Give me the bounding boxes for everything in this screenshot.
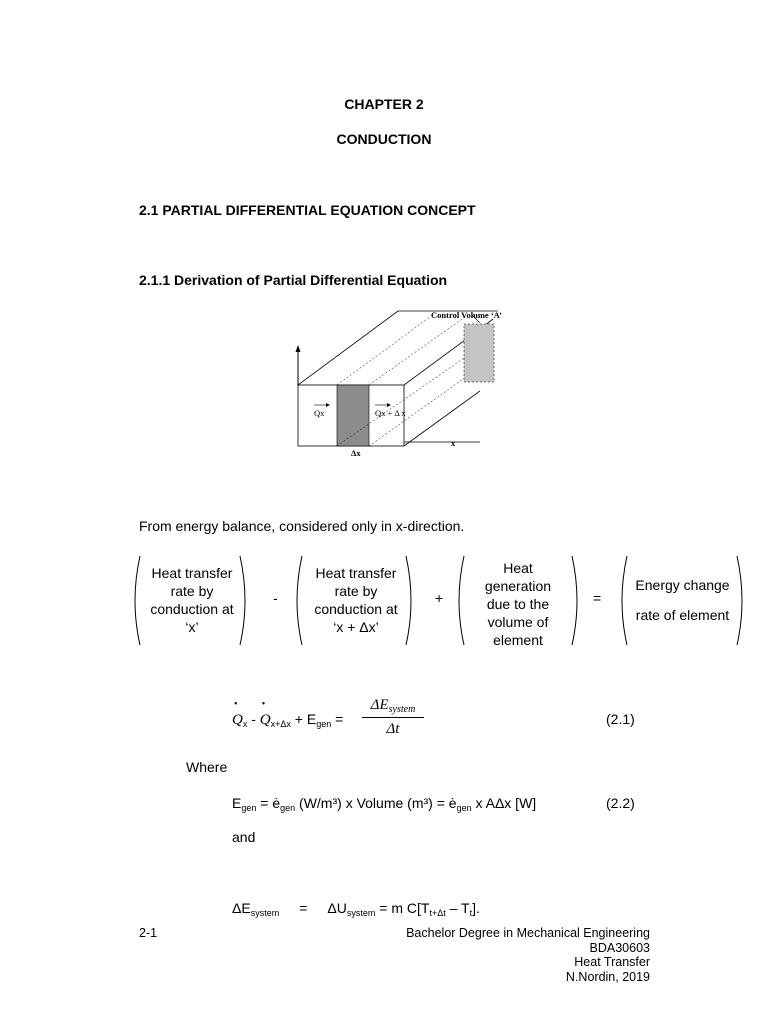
dx-label: Δx <box>351 448 361 458</box>
box-heat-transfer-x: Heat transfer rate by conduction at ‘x’ <box>150 565 234 635</box>
equation-2-1-number: (2.1) <box>606 711 635 727</box>
equation-2-2-number: (2.2) <box>606 795 635 811</box>
plus-operator: + <box>435 590 444 606</box>
equation-energy-change: $\Delta E_{system} = \Delta U_{system} = m$ $C[T_{t+\Delta t} - T_t]$. <box>232 900 480 918</box>
box-energy-change: Energy change rate of element <box>635 577 730 623</box>
equation-2-2: $E_{gen}$ = $ė_{gen}$ (W/m³) x Volume $(m^3) = ė_{gen}$ x AΔx [W] <box>232 795 537 813</box>
equation-2-1-lhs: • $Q_x$ - • $Q_{x+\Delta x} + E_{gen}$ = <box>232 711 343 729</box>
minus-operator: - <box>273 590 278 606</box>
diagram-right-edge <box>480 305 500 465</box>
box-heat-transfer-x-dx: Heat transfer rate by conduction at ‘x + Δx’ <box>314 565 398 635</box>
page-number: 2-1 <box>139 926 158 940</box>
equals-operator: = <box>593 590 602 606</box>
chapter-title: CONDUCTION <box>336 131 432 147</box>
control-volume-label: Control Volume ‘A’ <box>431 310 502 320</box>
qx-label: Qx <box>314 408 325 418</box>
x-axis-label: x <box>451 438 456 448</box>
where-text: Where <box>186 759 228 775</box>
section-heading: 2.1 PARTIAL DIFFERENTIAL EQUATION CONCEPT <box>139 202 476 218</box>
intro-text: From energy balance, considered only in x-direction. <box>139 518 465 534</box>
footer-info: Bachelor Degree in Mechanical Engineering BDA30603 Heat Transfer N.Nordin, 2019 <box>406 926 650 984</box>
box-heat-generation: Heat generation due to the volume of element <box>484 559 552 648</box>
control-volume-diagram <box>280 305 480 465</box>
chapter-number: CHAPTER 2 <box>344 96 424 112</box>
subsection-heading: 2.1.1 Derivation of Partial Differential Equation <box>139 272 448 288</box>
equation-2-1-fraction: $\Delta E_{system}$ Δt <box>362 697 424 738</box>
and-text: and <box>232 829 256 845</box>
qx-dx-label: Qx + Δ x <box>375 408 406 418</box>
